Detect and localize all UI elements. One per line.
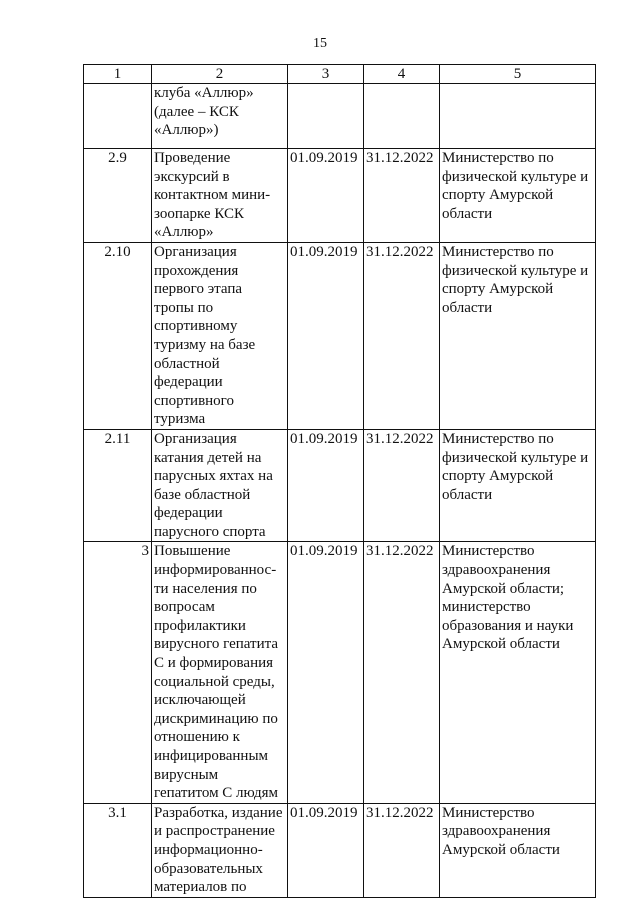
table-row: [84, 429, 596, 542]
item-name: Организация прохождения первого этапа тропы по спортивному туризму на базе областной федерации спортивного туризма: [152, 242, 288, 429]
table-row: [84, 803, 596, 897]
responsible: Министерство по физической культуре и спорту Амурской области: [440, 242, 596, 429]
item-number: 2.10: [84, 242, 152, 429]
item-number: [84, 84, 152, 149]
column-header: 4: [364, 65, 440, 84]
column-header: 3: [288, 65, 364, 84]
item-number: 3.1: [84, 803, 152, 897]
item-name: Повышение информированнос-ти населения по вопросам профилактики вирусного гепатита С и формирования социальной среды, исключающей дискриминацию по отношению к инфицированным вирусным гепатитом С людям: [152, 542, 288, 803]
table-row: [84, 84, 596, 149]
start-date: 01.09.2019: [288, 242, 364, 429]
end-date: 31.12.2022: [364, 429, 440, 542]
page-number: 15: [313, 36, 327, 51]
item-name: клуба «Аллюр» (далее – КСК «Аллюр»): [152, 84, 288, 149]
end-date: 31.12.2022: [364, 149, 440, 243]
plan-table: [83, 64, 596, 898]
start-date: 01.09.2019: [288, 542, 364, 803]
responsible: [440, 84, 596, 149]
start-date: 01.09.2019: [288, 429, 364, 542]
item-number: 2.9: [84, 149, 152, 243]
item-name: Организация катания детей на парусных яхтах на базе областной федерации парусного спорта: [152, 429, 288, 542]
table-header-row: [84, 65, 596, 84]
start-date: 01.09.2019: [288, 803, 364, 897]
end-date: 31.12.2022: [364, 803, 440, 897]
responsible: Министерство по физической культуре и спорту Амурской области: [440, 429, 596, 542]
table-row: [84, 542, 596, 803]
responsible: Министерство здравоохранения Амурской области; министерство образования и науки Амурской области: [440, 542, 596, 803]
column-header: 5: [440, 65, 596, 84]
start-date: 01.09.2019: [288, 149, 364, 243]
column-header: 1: [84, 65, 152, 84]
column-header: 2: [152, 65, 288, 84]
end-date: 31.12.2022: [364, 242, 440, 429]
responsible: Министерство здравоохранения Амурской области: [440, 803, 596, 897]
start-date: [288, 84, 364, 149]
item-name: Разработка, издание и распространение информационно-образовательных материалов по: [152, 803, 288, 897]
item-name: Проведение экскурсий в контактном мини-зоопарке КСК «Аллюр»: [152, 149, 288, 243]
end-date: 31.12.2022: [364, 542, 440, 803]
item-number: 3: [84, 542, 152, 803]
table-row: [84, 149, 596, 243]
end-date: [364, 84, 440, 149]
table-row: [84, 242, 596, 429]
responsible: Министерство по физической культуре и спорту Амурской области: [440, 149, 596, 243]
item-number: 2.11: [84, 429, 152, 542]
